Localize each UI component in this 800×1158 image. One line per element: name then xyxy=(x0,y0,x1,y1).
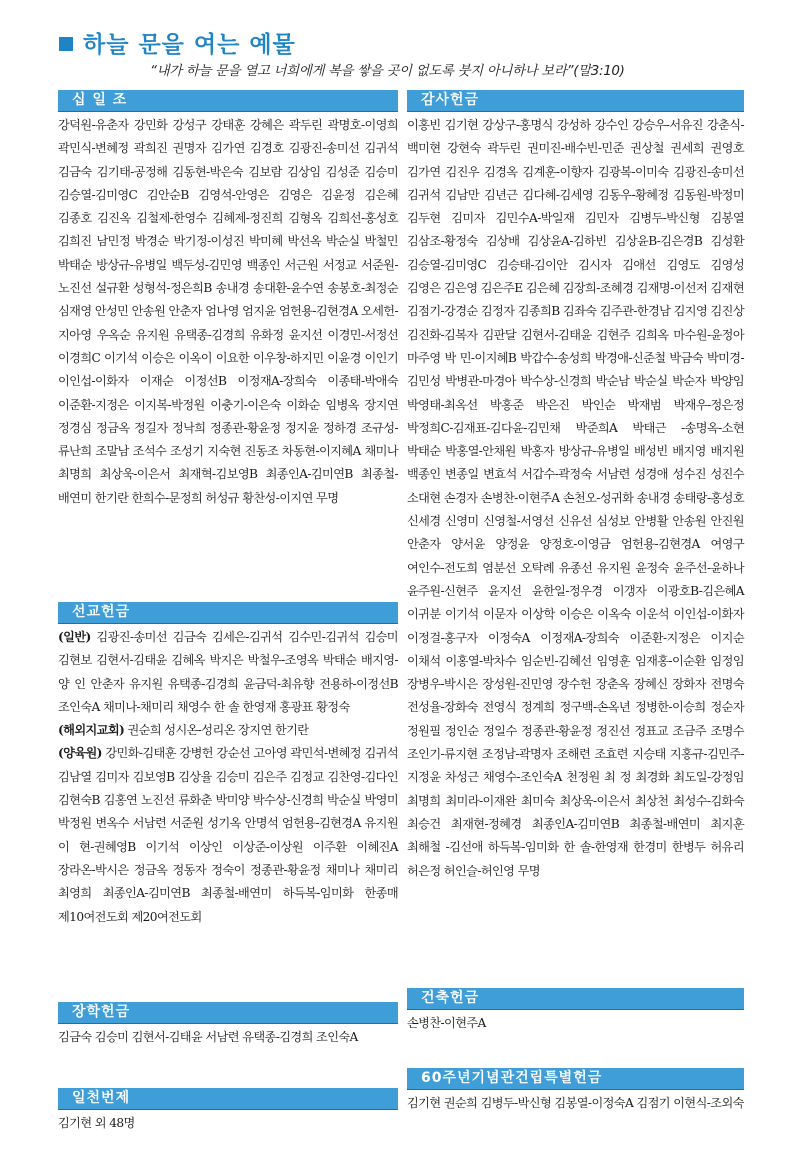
section-title-scholarship: 장학헌금 xyxy=(58,1002,398,1024)
thanks-names: 이홍빈 김기현 강상구-홍명식 강성하 강수인 강승우-서유진 강춘식-백미현 강현숙 곽두린 권미진-배수빈-민준 권상철 권세희 권영호 김가연 김진우 김경옥 김계훈-이향자 김광복-이미숙 김광진-송미선 김귀석 김남만 김년근 김다혜-김세영 김동우-황혜정 김동원-박정미 김두현 김미자 김민수A-박일재 김민자 김병두-박신형 김봉열 김삼조-황정숙 김상배 김상윤A-김하빈 김상윤B-김은경B 김성환 김승열-김미영C 김승태-김이안 김시자 김애선 김영도 김영성 김영은 김은영 김은주E 김은혜 김장희-조혜경 김재명-이선저 김재현 김점기-강경순 김정자 김종희B 김좌숙 김주관-한경남 김지영 김진상 김진화-김복자 김판달 김현서-김태윤 김현주 김희옥 마수원-윤정아 마주영 박 민-이지혜B 박갑수-송성희 박경애-신준철 박금숙 박미경-김민성 박병관-마경아 박수상-신경희 박순남 박순실 박순자 박양임 박영태-최옥선 박홍준 박은진 박인순 박재범 박재우-정은정 박정희C-김재표-김다윤-김민채 박준희A 박태근 -송명옥-소현 박태순 박홍열-안채원 박홍자 방상규-유병일 배성빈 배지영 배지원 백종인 변종일 변효석 서갑수-곽정숙 서남련 성경애 성수진 성진수 소대현 손경자 손병찬-이현주A 손천오-성귀화 송내경 송태랑-홍성호 신세경 신영미 신영철-서영선 신유선 심성보 안병활 안송원 안진원 안춘자 양서윤 양정윤 양정호-이영금 엄헌용-김현경A 여영구 여인수-전도희 염분선 오탁례 유종선 유지원 윤정숙 윤주선-윤하나 윤주원-신현주 윤지선 윤한일-정우경 이갱자 이광호B-김은혜A 이귀분 이기석 이문자 이상학 이승은 이옥숙 이운석 이인섭-이화자 이정걸-홍구자 이정숙A 이정재A-장희숙 이준환-지정은 이지순 이채석 이홍열-박차수 임순빈-김혜선 임영훈 임재홍-이순환 임정임 장병우-박시은 장성원-진민영 장수헌 장춘옥 장혜신 장화자 전명숙 전성율-장화숙 전영식 정계희 정구백-손옥년 정병한-이승희 정순자 정원필 정인순 정일수 정종관-황윤정 정진선 정표교 조금주 조명수 조인기-류지현 조정남-곽명자 조해련 조효련 지승태 지홍규-김민주-지정윤 차성근 채영수-조인숙A 천정원 최 정 최경화 최도일-강정임 최명희 최미라-이재완 최미숙 최상욱-이은서 최상천 최성수-김화숙 최승건 최재현-정혜경 최종인A-김미연B 최종철-배연미 최지훈 최해철 -김선애 하득복-임미화 한 솔-한영재 한경미 한병두 허유리 허은정 허인슬-허인영 무명 xyxy=(407,118,744,878)
section-title-first-fruit: 일천번제 xyxy=(58,1088,398,1110)
tithe-names: 강덕원-유춘자 강민화 강성구 강태훈 강혜은 곽두린 곽명호-이영희 곽민식-변혜정 곽희진 권명자 김가연 김경호 김광진-송미선 김귀석 김금숙 김기태-공정해 김동현-박은숙 김보람 김상임 김성준 김승미 김승열-김미영C 김안순B 김영석-안영은 김영은 김윤정 김은혜 김종호 김진옥 김철제-한영수 김혜제-정진희 김형옥 김희선-홍성호 김희진 남민정 박경순 박기정-이성진 박미혜 박선옥 박순실 박철민 박태순 방상규-유병일 백두성-김민영 백종인 서근원 서정교 서준원-노진선 설규환 성형석-정은희B 송내경 송대환-윤수연 송봉호-최정순 심재영 안성민 안송원 안춘자 엄나영 엄지윤 엄헌용-김현경A 오세헌-지아영 우옥순 유지원 유택종-김경희 유화정 윤지선 이경민-서정선 이경희C 이기석 이승은 이옥이 이요한 이우창-하지민 이윤경 이인기 이인섭-이화자 이재순 이정선B 이정재A-장희숙 이종태-박애숙 이준환-지정은 이지복-박정원 이충기-이은숙 이화순 임병옥 장지연 정경심 정금옥 정길자 정낙희 정종관-황윤정 정지윤 정하경 조규성-류난희 조말남 조석수 조성기 지숙현 진동조 차동현-이지혜A 채미나 최명희 최상욱-이은서 최재혁-김보영B 최종인A-김미연B 최종철-배연미 한기란 한희수-문정희 허성규 황찬성-이지연 무명 xyxy=(58,118,398,505)
mission-names xyxy=(58,624,398,929)
section-tithe xyxy=(58,90,398,510)
anniversary-names: 김기현 권순희 김병두-박신형 김봉열-이정숙A 김점기 이현식-조외숙 xyxy=(407,1096,744,1110)
page-header xyxy=(59,26,296,59)
bible-verse: “내가 하늘 문을 열고 너희에게 복을 쌓을 곳이 없도록 붓지 아니하나 보라”(말3:10) xyxy=(150,64,625,79)
section-anniversary xyxy=(407,1068,744,1115)
section-title-anniversary: 60주년기념관건립특별헌금 xyxy=(407,1068,744,1090)
section-title-tithe: 십 일 조 xyxy=(58,90,398,112)
mission-group-names: 김광진-송미선 김금숙 김세은-김귀석 김수민-김귀석 김승미 김현보 김현서-김태윤 김혜옥 박지은 박철우-조영옥 박태순 배지영-양 인 안춘자 유지원 유택종-김경희 윤금덕-최유향 전용하-이정선B 조인숙A 채미나-채미리 채영수 한 솔 한영재 홍광표 황정숙 xyxy=(58,630,398,714)
section-title-thanks: 감사헌금 xyxy=(407,90,744,112)
section-mission xyxy=(58,602,398,929)
mission-group-names: 권순희 성시온-성리온 장지연 한기란 xyxy=(124,723,309,738)
mission-group-names: 강민화-김태훈 강병헌 강순선 고아영 곽민석-변혜정 김귀석 김남열 김미자 김보영B 김상율 김승미 김은주 김정교 김찬영-김다인 김현숙B 김홍연 노진선 류화춘 박미양 박수상-신경희 박순실 박영미 박정원 변옥수 서남련 서준원 성기옥 안명석 엄헌용-김현경A 유지원 이 현-권혜영B 이기석 이상인 이상준-이상원 이주환 이혜진A 장라온-박시은 정금옥 정동자 정숙이 정종관-황윤정 채미나 채미리 최영희 최종인A-김미연B 최종철-배연미 하득복-임미화 한종매 제10여전도회 제20여전도회 xyxy=(58,746,398,924)
section-thanks xyxy=(407,90,744,883)
mission-group-label: (양육원) xyxy=(58,746,102,761)
title-square-icon xyxy=(59,37,73,51)
section-title-building: 건축헌금 xyxy=(407,988,744,1010)
mission-group-label: (일반) xyxy=(58,630,91,644)
first-fruit-names: 김기현 외 48명 xyxy=(58,1116,135,1130)
building-names: 손병찬-이현주A xyxy=(407,1016,486,1030)
page-title: 하늘 문을 여는 예물 xyxy=(83,32,296,58)
section-building xyxy=(407,988,744,1035)
section-first-fruit xyxy=(58,1088,398,1135)
scholarship-names: 김금숙 김승미 김현서-김태윤 서남련 유택종-김경희 조인숙A xyxy=(58,1030,358,1044)
section-scholarship xyxy=(58,1002,398,1049)
section-title-mission: 선교헌금 xyxy=(58,602,398,624)
mission-group-label: (해외지교회) xyxy=(58,723,125,738)
